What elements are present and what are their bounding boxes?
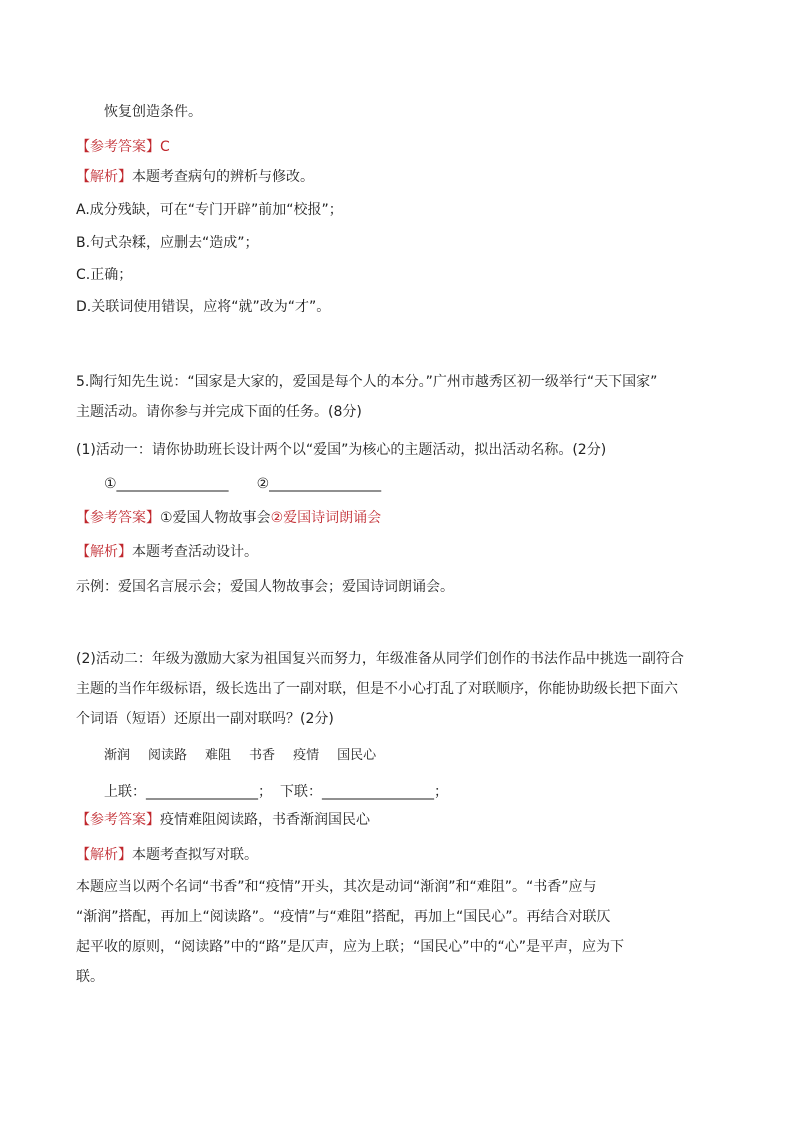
q5-sub2-question-line3: 个词语（短语）还原出一副对联吗？(2分) <box>76 711 334 727</box>
blank-2: ②________________ <box>256 476 382 492</box>
couplet-blanks <box>104 782 448 802</box>
word-item: 书香 <box>249 748 276 763</box>
explain-line-4: 联。 <box>76 969 104 985</box>
answer-label: 【参考答案】 <box>76 812 160 828</box>
word-item: 国民心 <box>337 748 377 763</box>
word-item: 难阻 <box>205 748 232 763</box>
q5-sub1-answer <box>76 508 381 528</box>
analysis-label: 【解析】 <box>76 169 132 185</box>
explain-line-1: 本题应当以两个名词“书香”和“疫情”开头，其次是动词“渐润”和“难阻”。“书香”应与 <box>76 879 597 895</box>
q5-sub1-example: 示例：爱国名言展示会；爱国人物故事会；爱国诗词朗诵会。 <box>76 579 454 595</box>
answer-part-1: ①爱国人物故事会 <box>160 510 271 526</box>
word-list <box>104 745 376 766</box>
q5-sub1-question: (1)活动一：请你协助班长设计两个以“爱国”为核心的主题活动，拟出活动名称。(2分) <box>76 442 607 458</box>
q4-continuation: 恢复创造条件。 <box>104 104 202 120</box>
answer-value: C <box>160 139 170 155</box>
explain-line-2: “渐润”搭配，再加上“阅读路”。“疫情”与“难阻”搭配，再加上“国民心”。再结合对联仄 <box>76 909 611 925</box>
lower-label: 下联： <box>280 784 322 800</box>
answer-label: 【参考答案】 <box>76 510 160 526</box>
word-item: 阅读路 <box>148 748 188 763</box>
q5-sub1-blanks <box>104 474 381 494</box>
word-item: 疫情 <box>293 748 320 763</box>
answer-label: 【参考答案】 <box>76 139 160 155</box>
answer-part-2: ②爱国诗词朗诵会 <box>270 510 382 526</box>
q4-option-c: C.正确； <box>76 267 133 283</box>
answer-text: 疫情难阻阅读路，书香渐润国民心 <box>160 812 370 828</box>
upper-blank: ________________； <box>146 784 272 800</box>
q5-stem-line2: 主题活动。请你参与并完成下面的任务。(8分) <box>76 404 362 420</box>
q4-option-d: D.关联词使用错误，应将“就”改为“才”。 <box>76 299 331 315</box>
analysis-label: 【解析】 <box>76 847 132 863</box>
q5-sub2-question-line1: (2)活动二：年级为激励大家为祖国复兴而努力，年级准备从同学们创作的书法作品中挑选一副符合 <box>76 651 684 667</box>
analysis-label: 【解析】 <box>76 544 132 560</box>
q5-sub2-answer <box>76 810 370 830</box>
upper-label: 上联： <box>104 784 146 800</box>
lower-blank: ________________； <box>322 784 448 800</box>
analysis-text: 本题考查病句的辨析与修改。 <box>132 169 314 185</box>
q5-sub2-question-line2: 主题的当作年级标语，级长选出了一副对联，但是不小心打乱了对联顺序，你能协助级长把下面六 <box>76 681 678 697</box>
explain-line-3: 起平收的原则，“阅读路”中的“路”是仄声，应为上联；“国民心”中的“心”是平声，应为下 <box>76 939 625 955</box>
q5-stem-line1: 5.陶行知先生说：“国家是大家的，爱国是每个人的本分。”广州市越秀区初一级举行“天下国家” <box>76 374 658 390</box>
analysis-text: 本题考查活动设计。 <box>132 544 258 560</box>
q4-analysis <box>76 167 314 187</box>
q4-option-b: B.句式杂糅，应删去“造成”； <box>76 235 259 251</box>
analysis-text: 本题考查拟写对联。 <box>132 847 258 863</box>
q4-answer <box>76 137 170 157</box>
q5-sub2-analysis <box>76 845 258 865</box>
q4-option-a: A.成分残缺，可在“专门开辟”前加“校报”； <box>76 202 343 218</box>
blank-1: ①________________ <box>104 476 229 492</box>
q5-sub1-analysis <box>76 542 258 562</box>
word-item: 渐润 <box>104 748 131 763</box>
